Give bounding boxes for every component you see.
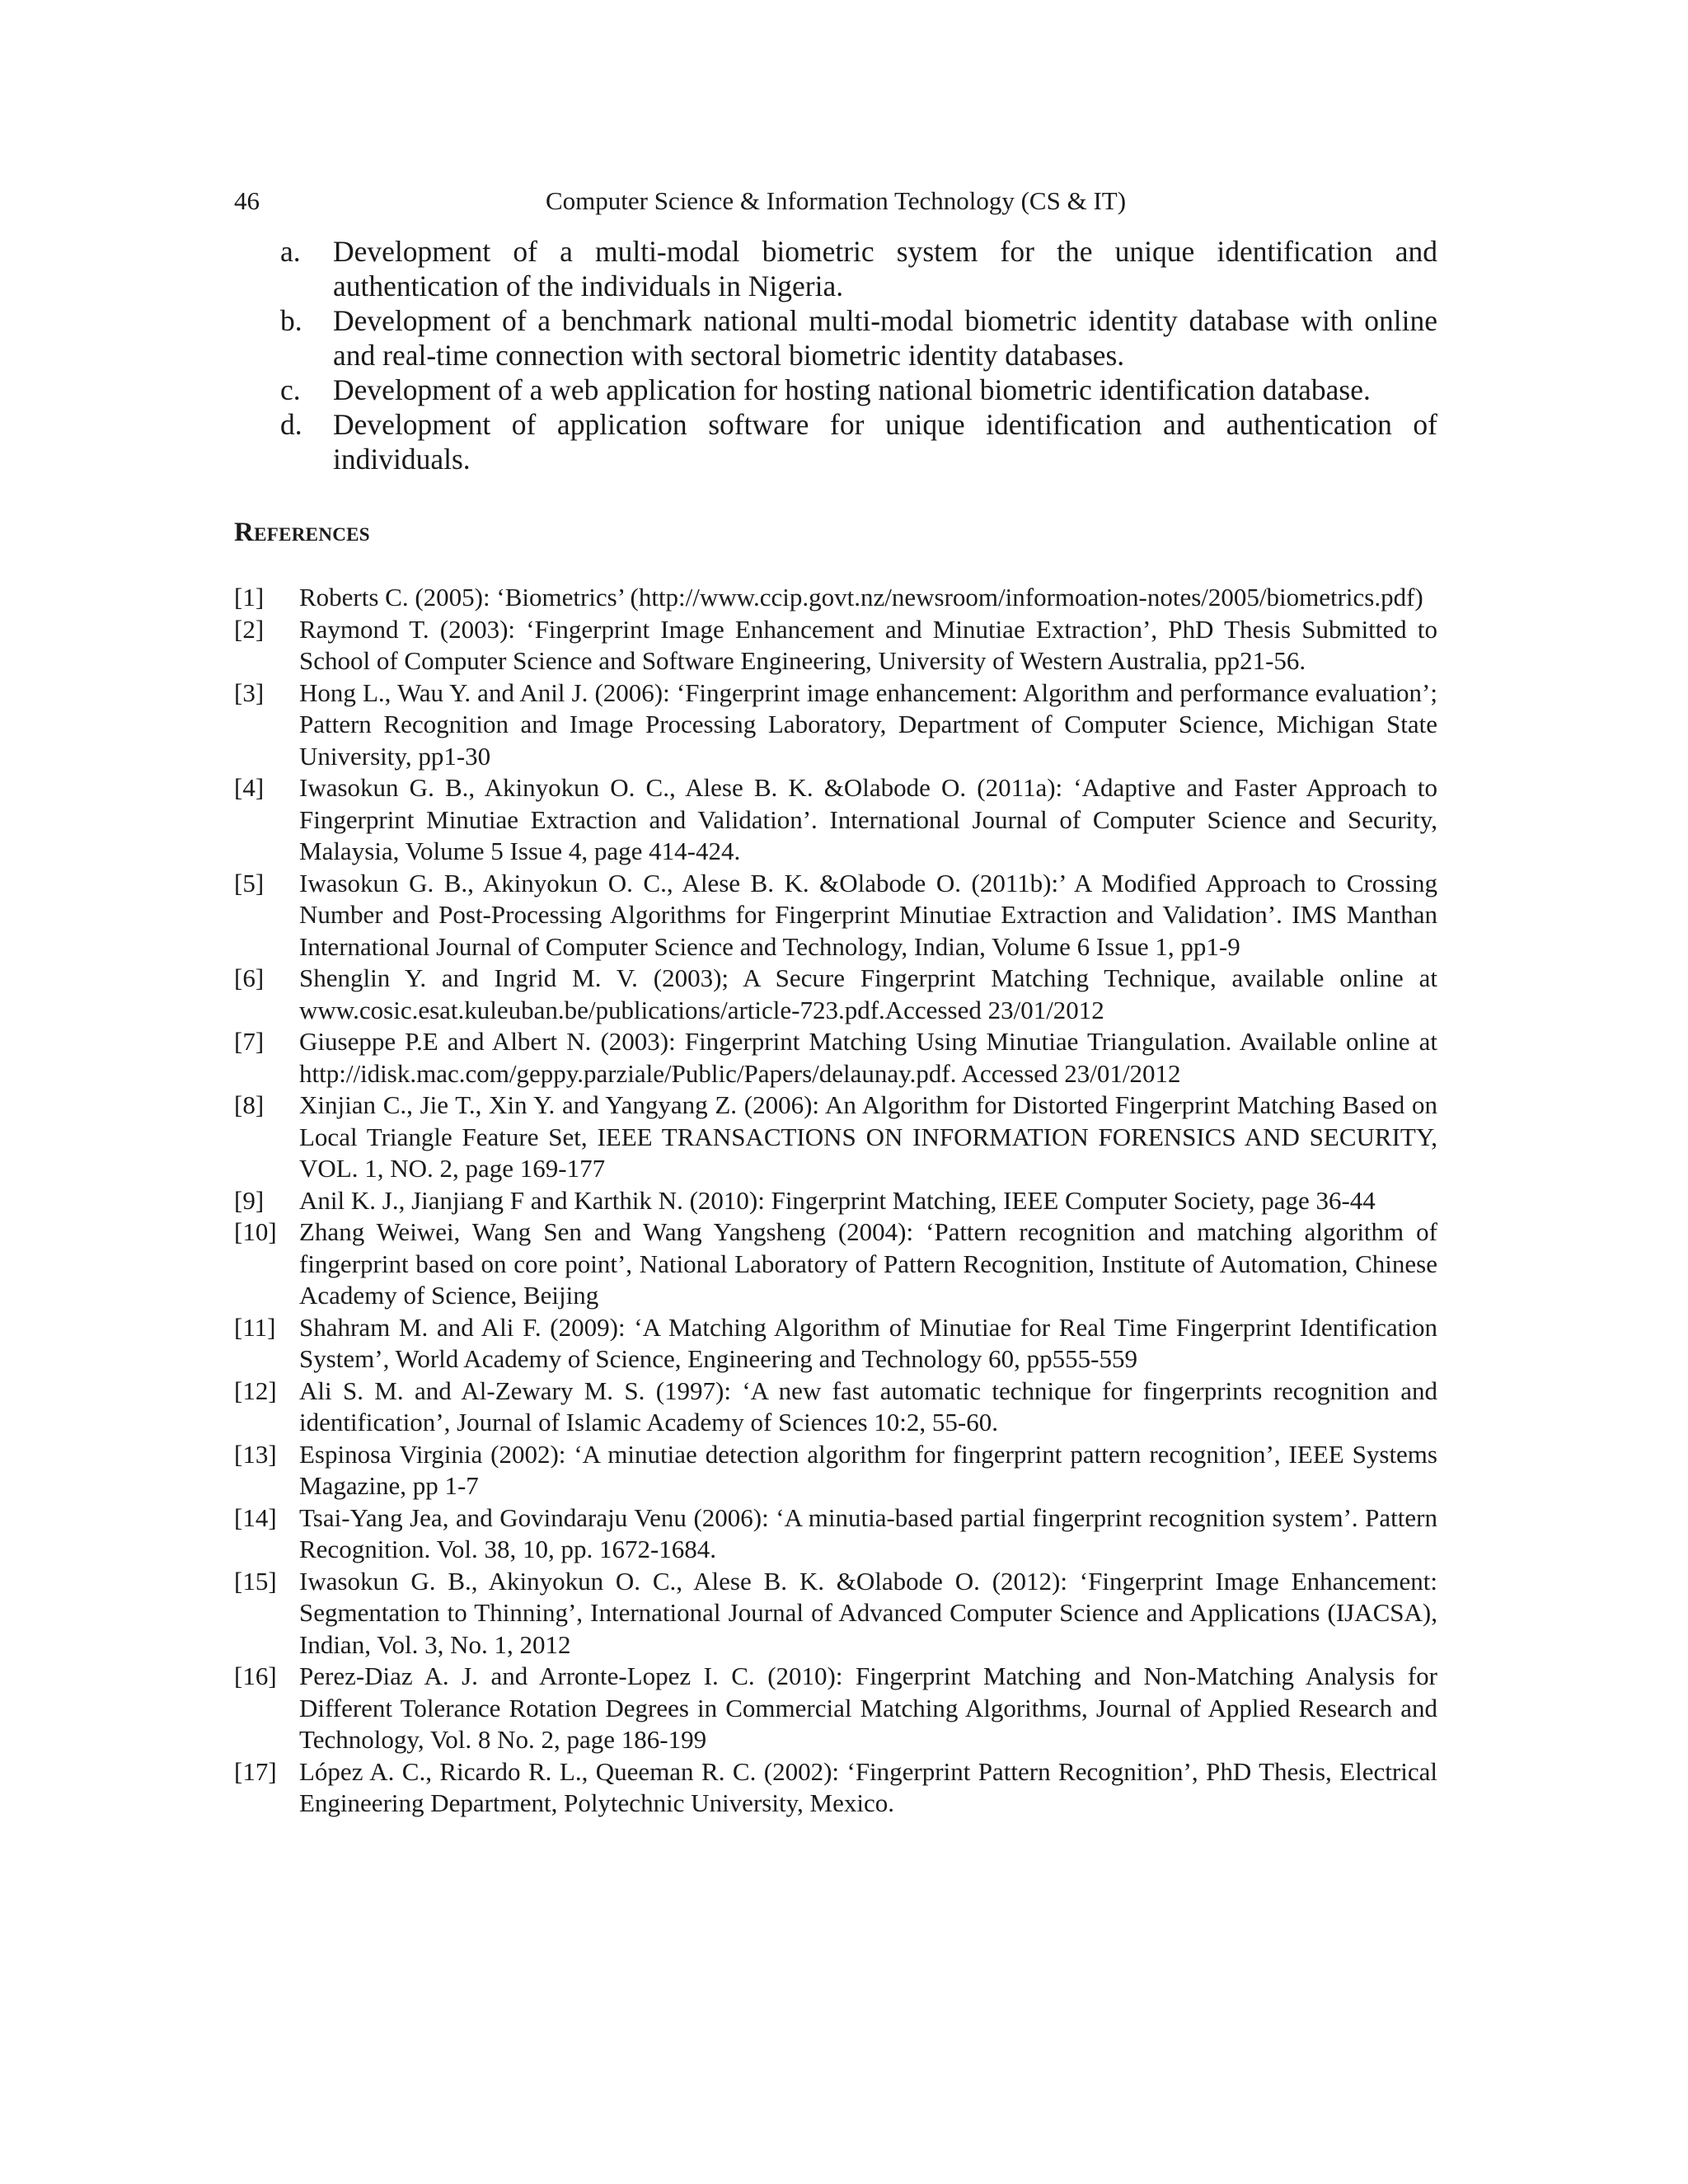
reference-number: [5] [234,868,265,898]
objectives-list [280,234,1437,476]
reference-number: [10] [234,1217,277,1246]
reference-number: [17] [234,1756,277,1786]
reference-text: Espinosa Virginia (2002): ‘A minutiae detection algorithm for fingerprint pattern recognition’, IEEE Systems Magazine, pp 1-7 [299,1439,1437,1500]
reference-item [234,1502,1437,1566]
reference-text: Ali S. M. and Al-Zewary M. S. (1997): ‘A new fast automatic technique for fingerprints recognition and identification’, Journal of Islamic Academy of Sciences 10:2, 55-60. [299,1376,1437,1436]
reference-item [234,963,1437,1026]
list-marker: c. [280,373,301,406]
running-header [234,183,1437,219]
reference-text: Roberts C. (2005): ‘Biometrics’ (http://www.ccip.govt.nz/newsroom/informoation-notes/2005/biometrics.pdf) [299,583,1423,612]
reference-text: Iwasokun G. B., Akinyokun O. C., Alese B. K. &Olabode O. (2012): ‘Fingerprint Image Enhancement: Segmentation to Thinning’, International Journal of Advanced Computer Science and Applications (IJACSA), Indian, Vol. 3, No. 1, 2012 [299,1566,1437,1659]
list-item [280,234,1437,303]
list-marker: b. [280,304,302,337]
reference-number: [2] [234,614,265,644]
journal-title: Computer Science & Information Technology (CS & IT) [545,186,1127,215]
reference-number: [6] [234,963,265,992]
reference-number: [9] [234,1185,265,1215]
reference-text: Zhang Weiwei, Wang Sen and Wang Yangsheng (2004): ‘Pattern recognition and matching algorithm of fingerprint based on core point’, National Laboratory of Pattern Recognition, Institute of Automation, Chinese Academy of Science, Beijing [299,1217,1437,1310]
reference-item [234,1185,1437,1217]
list-item-text: Development of a multi-modal biometric system for the unique identification and authentication of the individuals in Nigeria. [333,235,1437,302]
reference-number: [14] [234,1502,277,1532]
reference-number: [13] [234,1439,277,1469]
reference-item [234,1376,1437,1439]
list-item-text: Development of a benchmark national multi-modal biometric identity database with online and real-time connection with sectoral biometric identity databases. [333,304,1437,372]
reference-number: [11] [234,1312,276,1342]
reference-number: [4] [234,773,265,802]
reference-item [234,582,1437,614]
reference-item [234,772,1437,868]
reference-item [234,1756,1437,1820]
reference-item [234,868,1437,963]
references-heading: References [234,518,370,547]
reference-number: [7] [234,1027,265,1056]
reference-item [234,1566,1437,1661]
reference-item [234,1312,1437,1376]
reference-text: Raymond T. (2003): ‘Fingerprint Image Enhancement and Minutiae Extraction’, PhD Thesis Submitted to School of Computer Science and Software Engineering, University of Western Australia, pp21-56. [299,614,1437,675]
page-number: 46 [234,186,260,215]
reference-item [234,1216,1437,1312]
reference-number: [16] [234,1661,277,1690]
list-item-text: Development of application software for unique identification and authentication of individuals. [333,408,1437,476]
reference-text: Anil K. J., Jianjiang F and Karthik N. (2010): Fingerprint Matching, IEEE Computer Society, page 36-44 [299,1185,1376,1215]
list-marker: a. [280,235,301,268]
reference-text: López A. C., Ricardo R. L., Queeman R. C. (2002): ‘Fingerprint Pattern Recognition’, PhD Thesis, Electrical Engineering Department, Polytechnic University, Mexico. [299,1756,1437,1817]
reference-number: [3] [234,677,265,707]
reference-number: [8] [234,1090,265,1119]
list-item [280,373,1437,407]
reference-item [234,1439,1437,1502]
reference-text: Tsai-Yang Jea, and Govindaraju Venu (2006): ‘A minutia-based partial fingerprint recognition system’. Pattern Recognition. Vol. 38, 10, pp. 1672-1684. [299,1502,1437,1563]
reference-text: Giuseppe P.E and Albert N. (2003): Fingerprint Matching Using Minutiae Triangulation. Available online at http://idisk.mac.com/geppy.parziale/Public/Papers/delaunay.pdf. Accessed 23/01/2012 [299,1027,1437,1088]
reference-item [234,1026,1437,1090]
reference-item [234,1090,1437,1185]
reference-number: [15] [234,1566,277,1596]
reference-text: Iwasokun G. B., Akinyokun O. C., Alese B. K. &Olabode O. (2011b):’ A Modified Approach to Crossing Number and Post-Processing Algorithms for Fingerprint Minutiae Extraction and Validation’. IMS Manthan International Journal of Computer Science and Technology, Indian, Volume 6 Issue 1, pp1-9 [299,868,1437,961]
reference-text: Hong L., Wau Y. and Anil J. (2006): ‘Fingerprint image enhancement: Algorithm and performance evaluation’; Pattern Recognition and Image Processing Laboratory, Department of Computer Science, Michigan State University, pp1-30 [299,677,1437,771]
reference-item [234,677,1437,773]
reference-text: Shenglin Y. and Ingrid M. V. (2003); A Secure Fingerprint Matching Technique, available online at www.cosic.esat.kuleuban.be/publications/article-723.pdf.Accessed 23/01/2012 [299,963,1437,1024]
reference-text: Xinjian C., Jie T., Xin Y. and Yangyang Z. (2006): An Algorithm for Distorted Fingerprint Matching Based on Local Triangle Feature Set, IEEE TRANSACTIONS ON INFORMATION FORENSICS AND SECURITY, VOL. 1, NO. 2, page 169-177 [299,1090,1437,1183]
reference-number: [1] [234,583,265,612]
reference-text: Iwasokun G. B., Akinyokun O. C., Alese B. K. &Olabode O. (2011a): ‘Adaptive and Faster Approach to Fingerprint Minutiae Extraction and Validation’. International Journal of Computer Science and Security, Malaysia, Volume 5 Issue 4, page 414-424. [299,773,1437,865]
list-item [280,407,1437,476]
list-item-text: Development of a web application for hosting national biometric identification database. [333,373,1371,406]
list-item [280,303,1437,373]
reference-text: Perez-Diaz A. J. and Arronte-Lopez I. C. (2010): Fingerprint Matching and Non-Matching Analysis for Different Tolerance Rotation Degrees in Commercial Matching Algorithms, Journal of Applied Research and Technology, Vol. 8 No. 2, page 186-199 [299,1661,1437,1754]
references-list [234,582,1437,1820]
reference-item [234,614,1437,677]
list-marker: d. [280,408,302,441]
reference-text: Shahram M. and Ali F. (2009): ‘A Matching Algorithm of Minutiae for Real Time Fingerprint Identification System’, World Academy of Science, Engineering and Technology 60, pp555-559 [299,1312,1437,1373]
reference-item [234,1661,1437,1756]
reference-number: [12] [234,1376,277,1405]
